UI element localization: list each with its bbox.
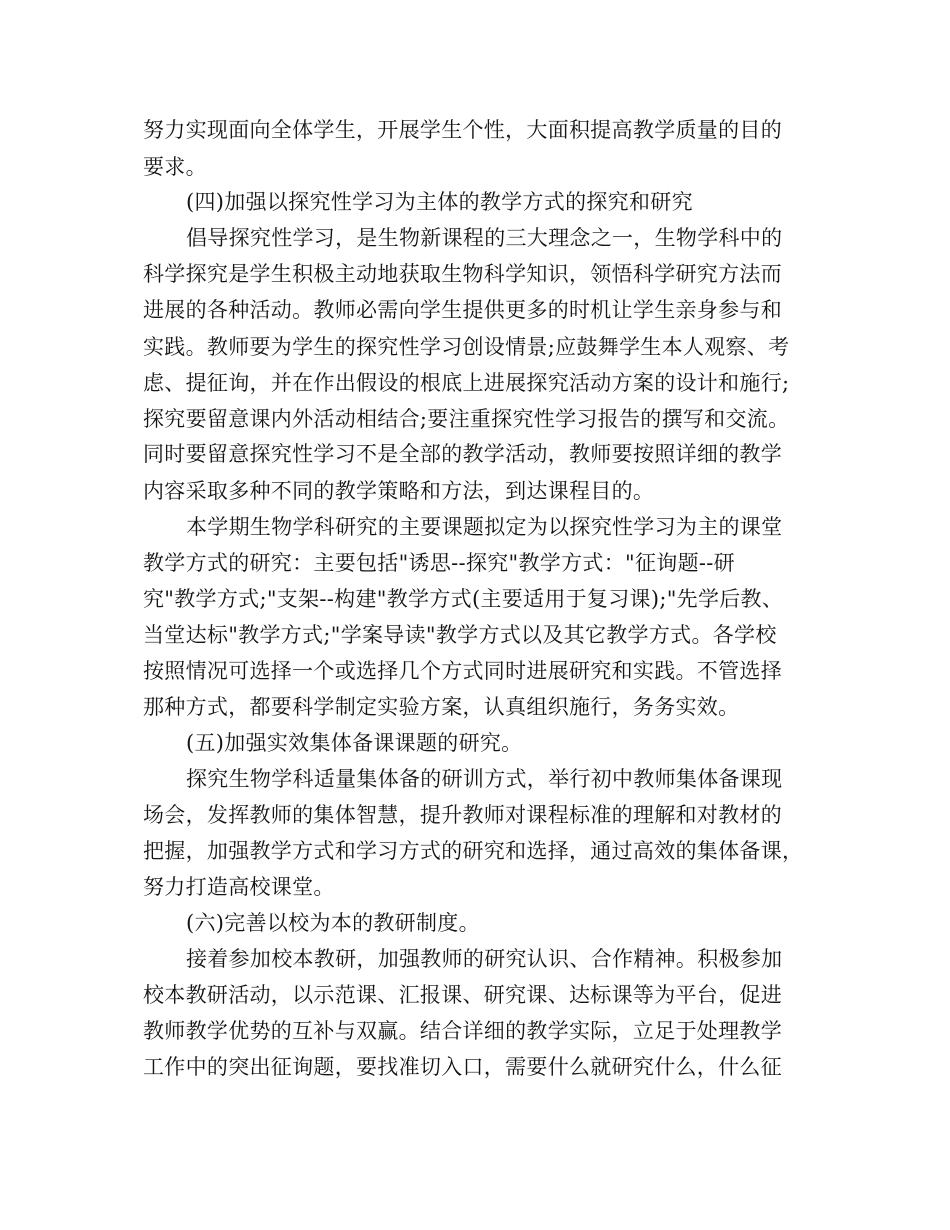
section-heading: (四)加强以探究性学习为主体的教学方式的探究和研究: [186, 190, 693, 214]
text-line: 虑、提征询，并在作出假设的根底上进展探究活动方案的设计和施行;: [143, 371, 790, 395]
text-line: 把握，加强教学方式和学习方式的研究和选择，通过高效的集体备课，: [143, 839, 804, 863]
text-line: 要求。: [143, 155, 207, 179]
text-line: 工作中的突出征询题，要找准切入口，需要什么就研究什么，什么征: [143, 1055, 782, 1079]
text-line: 探究要留意课内外活动相结合;要注重探究性学习报告的撰写和交流。: [143, 407, 790, 431]
text-line: 探究生物学科适量集体备的研训方式，举行初中教师集体备课现: [186, 767, 783, 791]
text-line: 接着参加校本教研，加强教师的研究认识、合作精神。积极参加: [186, 947, 783, 971]
text-line: 实践。教师要为学生的探究性学习创设情景;应鼓舞学生本人观察、考: [143, 335, 790, 359]
text-line: 按照情况可选择一个或选择几个方式同时进展研究和实践。不管选择: [143, 659, 782, 683]
text-line: 努力实现面向全体学生，开展学生个性，大面积提高教学质量的目的: [143, 118, 782, 142]
text-line: 究"教学方式;"支架--构建"教学方式(主要适用于复习课);"先学后教、: [143, 587, 784, 611]
text-line: 那种方式，都要科学制定实验方案，认真组织施行，务务实效。: [143, 695, 740, 719]
text-line: 校本教研活动，以示范课、汇报课、研究课、达标课等为平台，促进: [143, 983, 782, 1007]
text-line: 教师教学优势的互补与双赢。结合详细的教学实际，立足于处理教学: [143, 1019, 782, 1043]
text-line: 同时要留意探究性学习不是全部的教学活动，教师要按照详细的教学: [143, 442, 782, 466]
text-line: 场会，发挥教师的集体智慧，提升教师对课程标准的理解和对教材的: [143, 803, 782, 827]
text-line: 当堂达标"教学方式;"学案导读"教学方式以及其它教学方式。各学校: [143, 623, 777, 647]
section-heading: (六)完善以校为本的教研制度。: [186, 911, 480, 935]
text-line: 倡导探究性学习，是生物新课程的三大理念之一，生物学科中的: [186, 226, 783, 250]
section-heading: (五)加强实效集体备课课题的研究。: [186, 731, 523, 755]
text-line: 努力打造高校课堂。: [143, 875, 335, 899]
text-line: 教学方式的研究：主要包括"诱思--探究"教学方式："征询题--研: [143, 551, 735, 575]
text-line: 本学期生物学科研究的主要课题拟定为以探究性学习为主的课堂: [186, 515, 783, 539]
text-line: 科学探究是学生积极主动地获取生物科学知识，领悟科学研究方法而: [143, 262, 782, 286]
text-line: 进展的各种活动。教师必需向学生提供更多的时机让学生亲身参与和: [143, 298, 782, 322]
text-line: 内容采取多种不同的教学策略和方法，到达课程目的。: [143, 479, 655, 503]
